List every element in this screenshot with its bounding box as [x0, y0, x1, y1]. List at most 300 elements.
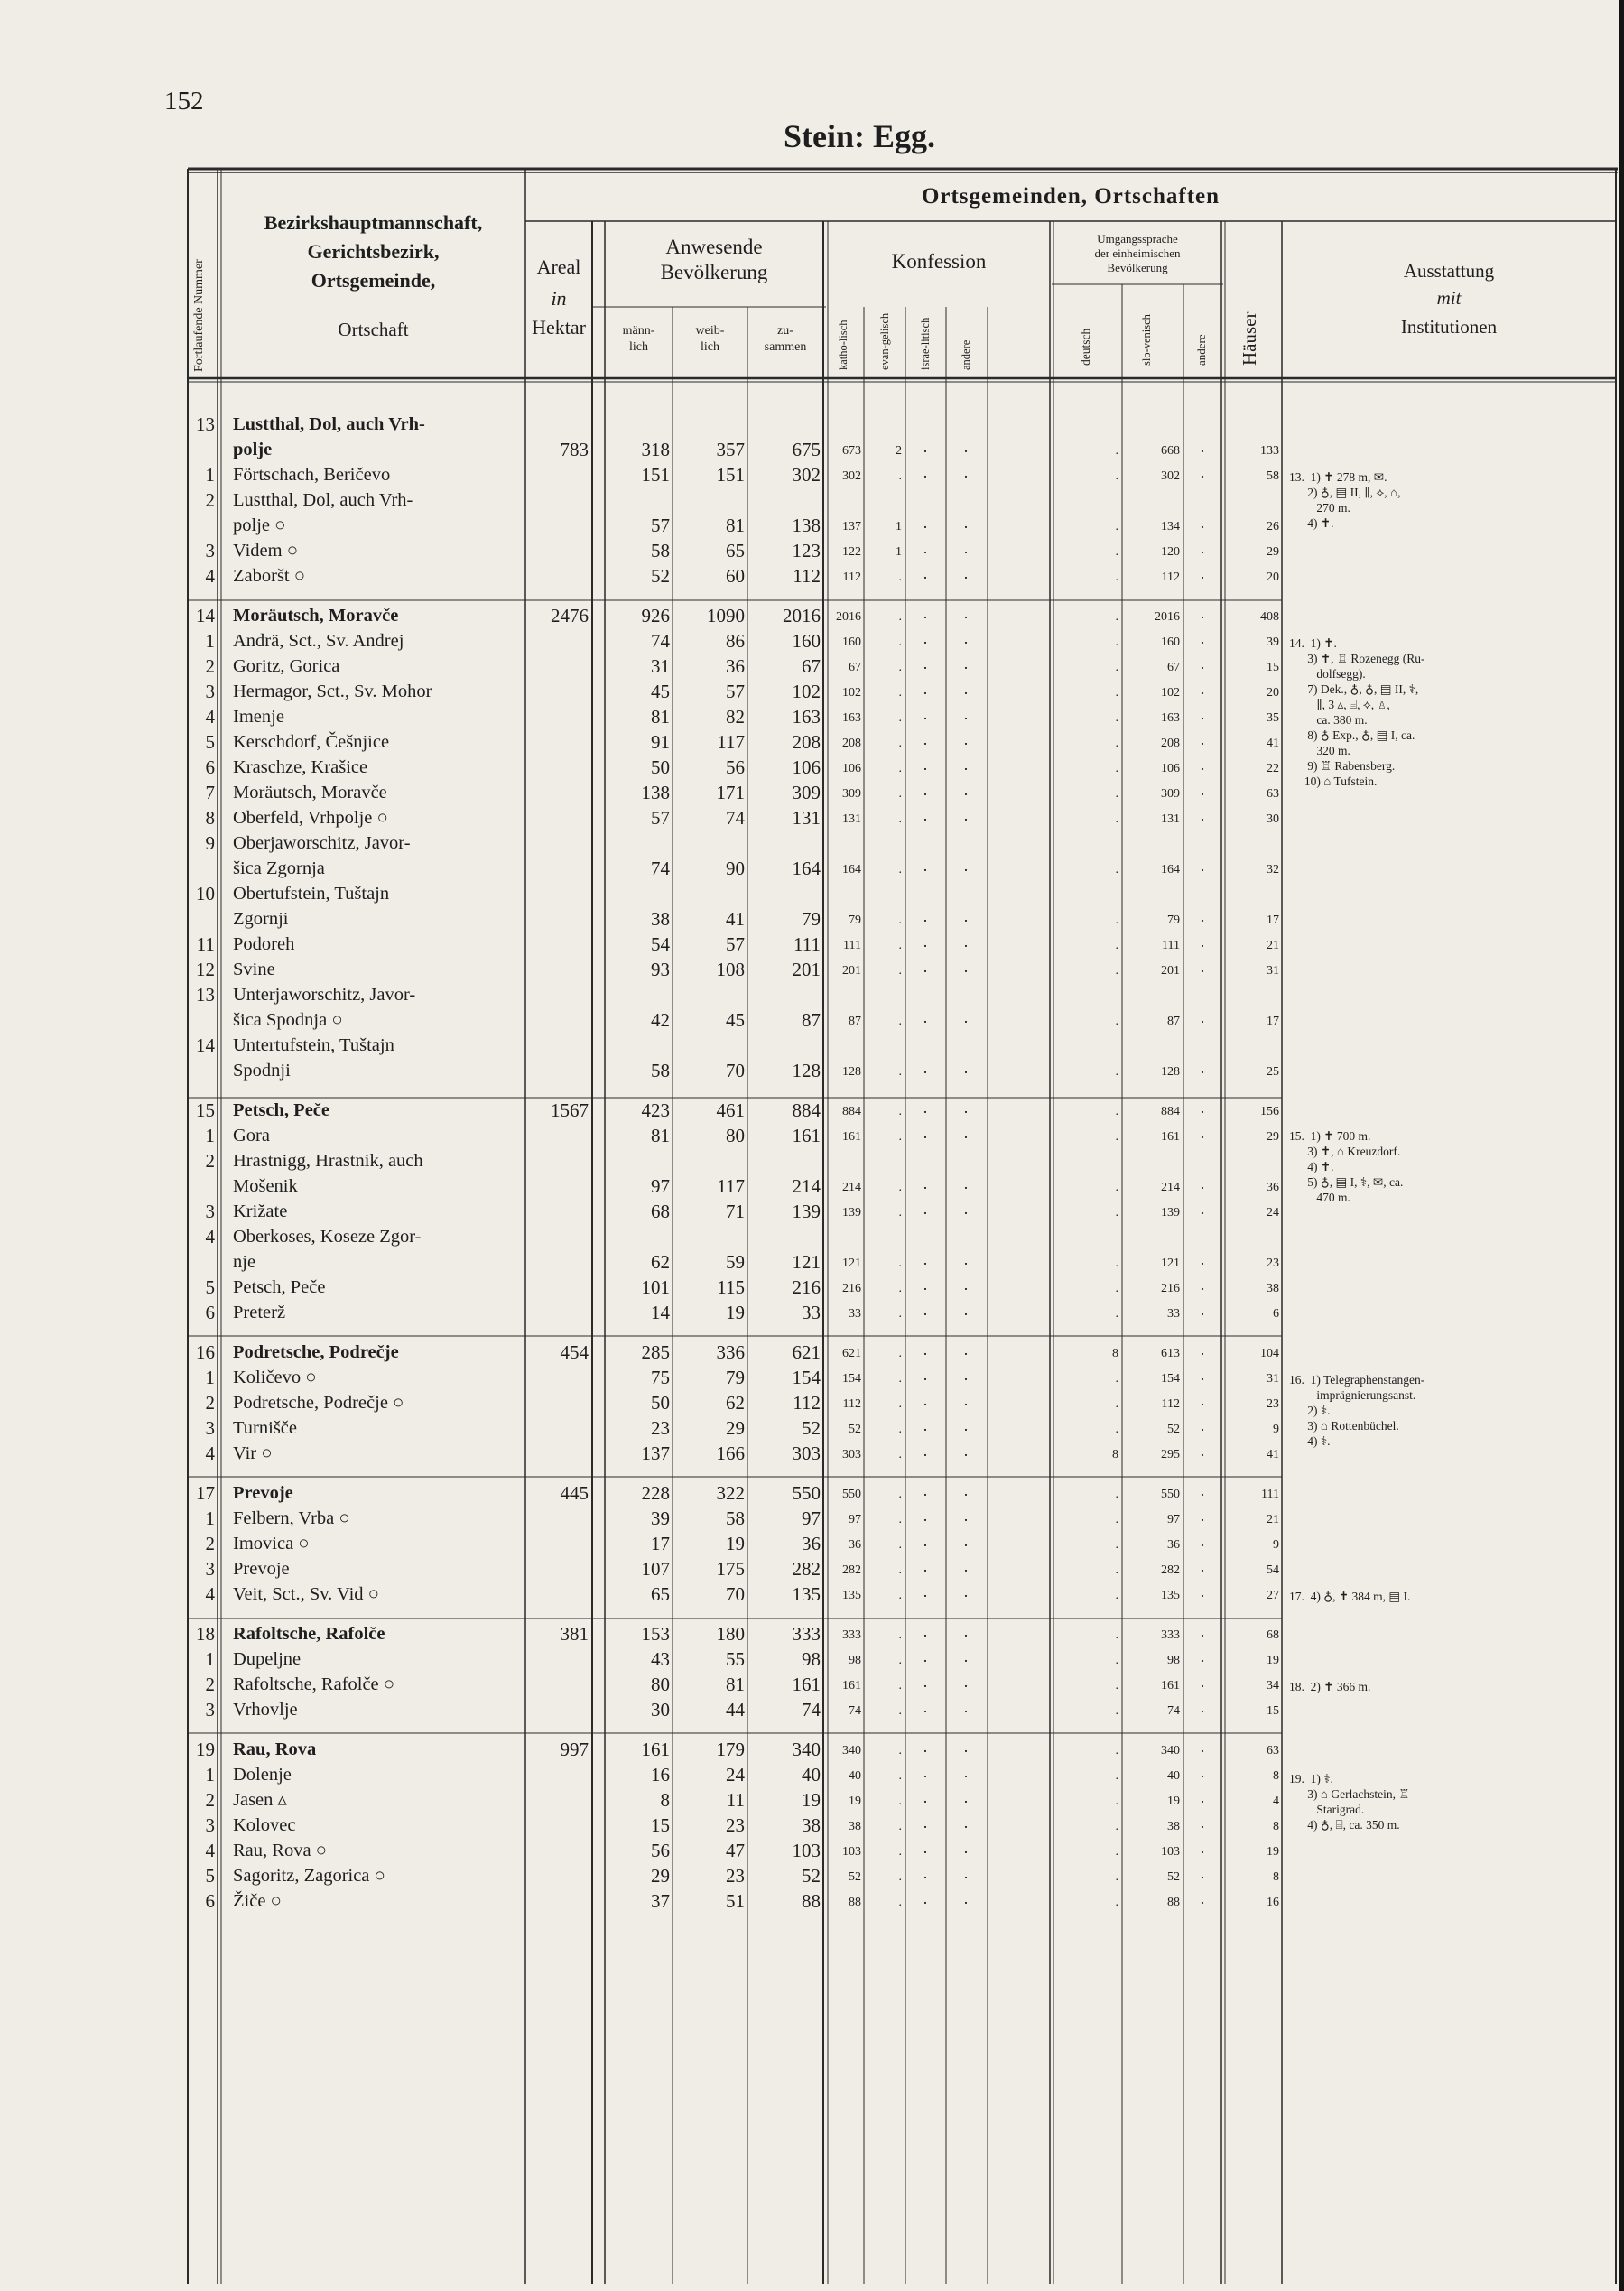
cell-nr: 1	[205, 1507, 215, 1529]
cell-nr: 19	[196, 1739, 215, 1760]
cell-z: 282	[792, 1558, 821, 1580]
cell-w: 80	[726, 1125, 745, 1146]
cell-ortschaft: Videm ○	[233, 541, 299, 561]
cell-and2: .	[1200, 1647, 1205, 1665]
cell-w: 115	[717, 1276, 745, 1298]
institution-note: 14. 1) ✝. 3) ✝, ♖ Rozenegg (Ru- dolfsegg). 7) Dek., ♁, ♁, ▤ II, ⚕, ∥, 3 ▵, ⌸, ⟡, ♙, ca. 380 m. 8) ♁ Exp., ♁, ▤ I, ca. 320 m. 9) ♖ Rabensberg. 10) ⌂ Tufstein.	[1289, 636, 1425, 788]
cell-nr: 4	[205, 1442, 215, 1464]
cell-w: 65	[726, 540, 745, 561]
cell-z: 139	[792, 1201, 821, 1222]
cell-slo: 103	[1161, 1845, 1180, 1859]
cell-isr: .	[923, 1099, 928, 1117]
cell-and2: .	[1200, 1174, 1205, 1192]
cell-kath: 302	[842, 469, 861, 483]
cell-z: 303	[792, 1442, 821, 1464]
cell-w: 117	[717, 1175, 745, 1197]
cell-w: 79	[726, 1367, 745, 1388]
cell-and: .	[963, 1507, 969, 1525]
cell-z: 201	[792, 959, 821, 980]
cell-areal: 1567	[551, 1099, 589, 1121]
cell-deu: .	[1115, 1795, 1118, 1808]
cell-deu: .	[1115, 1679, 1118, 1693]
cell-kath: 216	[842, 1282, 861, 1295]
cell-kath: 131	[842, 812, 861, 826]
cell-evang: .	[898, 1795, 902, 1808]
cell-kath: 2016	[836, 610, 861, 624]
cell-h: 31	[1267, 964, 1279, 978]
cell-m: 31	[651, 655, 670, 677]
cell-ortschaft: Förtschach, Beričevo	[233, 465, 391, 485]
cell-w: 71	[726, 1201, 745, 1222]
cell-w: 58	[726, 1507, 745, 1529]
cell-slo: 216	[1161, 1282, 1180, 1295]
cell-ortschaft: Andrä, Sct., Sv. Andrej	[233, 631, 404, 651]
cell-w: 86	[726, 630, 745, 652]
cell-ortschaft: Zaboršt ○	[233, 566, 306, 586]
cell-ortschaft: Obertufstein, Tuštajn	[233, 884, 390, 904]
cell-deu: .	[1115, 444, 1118, 458]
cell-slo: 38	[1167, 1820, 1180, 1833]
cell-w: 461	[716, 1099, 745, 1121]
cell-slo: 163	[1161, 711, 1180, 725]
cell-w: 51	[726, 1890, 745, 1912]
cell-kath: 550	[842, 1488, 861, 1501]
cell-and2: .	[1200, 1864, 1205, 1882]
cell-z: 340	[792, 1739, 821, 1760]
cell-and: .	[963, 1673, 969, 1691]
cell-and2: .	[1200, 1813, 1205, 1832]
header-anwesende-line2: Bevölkerung	[660, 261, 768, 283]
cell-nr: 1	[205, 464, 215, 486]
cell-w: 1090	[707, 605, 745, 626]
cell-nr: 5	[205, 1865, 215, 1887]
cell-z: 161	[792, 1125, 821, 1146]
cell-ortschaft: Lustthal, Dol, auch Vrh-	[233, 414, 425, 434]
cell-kath: 128	[842, 1065, 861, 1079]
cell-h: 31	[1267, 1372, 1279, 1386]
cell-w: 81	[726, 1674, 745, 1695]
cell-w: 47	[726, 1840, 745, 1861]
cell-and: .	[963, 781, 969, 799]
cell-h: 23	[1267, 1257, 1279, 1270]
cell-evang: .	[898, 1513, 902, 1526]
cell-deu: .	[1115, 545, 1118, 559]
cell-and: .	[963, 1250, 969, 1268]
cell-deu: .	[1115, 1870, 1118, 1884]
cell-slo: 106	[1161, 762, 1180, 775]
cell-h: 9	[1273, 1538, 1279, 1552]
cell-and2: .	[1200, 1366, 1205, 1384]
cell-evang: .	[898, 570, 902, 584]
cell-evang: .	[898, 1065, 902, 1079]
cell-kath: 164	[842, 863, 861, 877]
cell-isr: .	[923, 1442, 928, 1460]
cell-evang: .	[898, 1589, 902, 1602]
cell-z: 131	[792, 807, 821, 829]
cell-deu: .	[1115, 1820, 1118, 1833]
header-ausstattung-line3: Institutionen	[1400, 316, 1498, 338]
cell-w: 57	[726, 933, 745, 955]
cell-and2: .	[1200, 654, 1205, 672]
cell-ortschaft: Imenje	[233, 707, 284, 727]
cell-isr: .	[923, 705, 928, 723]
cell-slo: 120	[1161, 545, 1180, 559]
cell-deu: .	[1115, 787, 1118, 801]
cell-ortschaft: Vir ○	[233, 1443, 273, 1463]
header-umgangssprache-line2: der einheimischen	[1094, 246, 1181, 260]
cell-ortschaft: polje ○	[233, 515, 286, 535]
cell-slo: 333	[1161, 1628, 1180, 1642]
cell-z: 164	[792, 858, 821, 879]
cell-slo: 208	[1161, 737, 1180, 750]
cell-slo: 131	[1161, 812, 1180, 826]
cell-isr: .	[923, 1275, 928, 1294]
cell-nr: 13	[196, 413, 215, 435]
cell-w: 56	[726, 756, 745, 778]
cell-and2: .	[1200, 1738, 1205, 1756]
cell-evang: .	[898, 1820, 902, 1833]
cell-kath: 303	[842, 1448, 861, 1461]
cell-h: 63	[1267, 787, 1279, 801]
cell-slo: 154	[1161, 1372, 1180, 1386]
cell-and2: .	[1200, 1442, 1205, 1460]
cell-and: .	[963, 1647, 969, 1665]
cell-h: 23	[1267, 1397, 1279, 1411]
cell-nr: 3	[205, 1814, 215, 1836]
cell-evang: .	[898, 1538, 902, 1552]
cell-kath: 112	[842, 570, 861, 584]
cell-m: 318	[641, 439, 670, 460]
cell-h: 36	[1267, 1181, 1279, 1194]
cell-m: 57	[651, 515, 670, 536]
cell-and2: .	[1200, 1008, 1205, 1026]
cell-and2: .	[1200, 463, 1205, 481]
cell-h: 35	[1267, 711, 1279, 725]
cell-slo: 2016	[1155, 610, 1180, 624]
cell-evang: .	[898, 610, 902, 624]
cell-and: .	[963, 1366, 969, 1384]
cell-h: 133	[1260, 444, 1279, 458]
cell-w: 90	[726, 858, 745, 879]
cell-m: 58	[651, 1060, 670, 1081]
header-ausstattung-line2: mit	[1436, 287, 1462, 309]
cell-isr: .	[923, 1481, 928, 1499]
cell-m: 29	[651, 1865, 670, 1887]
cell-m: 161	[641, 1739, 670, 1760]
cell-m: 75	[651, 1367, 670, 1388]
cell-h: 104	[1260, 1347, 1279, 1360]
cell-evang: .	[898, 939, 902, 952]
cell-kath: 33	[849, 1307, 861, 1321]
cell-w: 57	[726, 681, 745, 702]
cell-nr: 2	[205, 655, 215, 677]
cell-kath: 884	[842, 1105, 861, 1118]
cell-ortschaft: Podoreh	[233, 934, 295, 954]
cell-nr: 10	[196, 883, 215, 904]
cell-w: 44	[726, 1699, 745, 1721]
cell-h: 38	[1267, 1282, 1279, 1295]
cell-deu: .	[1115, 1896, 1118, 1909]
cell-evang: .	[898, 1769, 902, 1783]
header-katholisch: katho-lisch	[837, 320, 849, 370]
cell-slo: 302	[1161, 469, 1180, 483]
cell-evang: .	[898, 863, 902, 877]
cell-ortschaft: Kraschze, Krašice	[233, 757, 368, 777]
cell-evang: .	[898, 635, 902, 649]
cell-and: .	[963, 1557, 969, 1575]
cell-nr: 13	[196, 984, 215, 1006]
cell-and: .	[963, 1582, 969, 1600]
cell-nr: 16	[196, 1341, 215, 1363]
cell-z: 52	[802, 1417, 821, 1439]
cell-deu: .	[1115, 1105, 1118, 1118]
cell-deu: .	[1115, 570, 1118, 584]
cell-and: .	[963, 1532, 969, 1550]
cell-h: 26	[1267, 520, 1279, 533]
cell-deu: .	[1115, 1372, 1118, 1386]
cell-isr: .	[923, 604, 928, 622]
cell-w: 62	[726, 1392, 745, 1414]
cell-kath: 121	[842, 1257, 861, 1270]
cell-ortschaft: Sagoritz, Zagorica ○	[233, 1866, 385, 1886]
header-haeuser: Häuser	[1239, 311, 1260, 366]
cell-slo: 98	[1167, 1654, 1180, 1667]
institution-note: 13. 1) ✝ 278 m, ✉. 2) ♁, ▤ II, ∥, ⟡, ⌂, 270 m. 4) ✝.	[1289, 470, 1401, 530]
cell-deu: 8	[1112, 1347, 1118, 1360]
cell-nr: 7	[205, 782, 215, 803]
cell-and: .	[963, 756, 969, 774]
cell-kath: 106	[842, 762, 861, 775]
cell-evang: .	[898, 1704, 902, 1718]
cell-slo: 884	[1161, 1105, 1180, 1118]
cell-z: 38	[802, 1814, 821, 1836]
cell-isr: .	[923, 781, 928, 799]
cell-evang: .	[898, 1845, 902, 1859]
cell-nr: 1	[205, 630, 215, 652]
cell-evang: .	[898, 711, 902, 725]
cell-slo: 112	[1161, 1397, 1180, 1411]
cell-and: .	[963, 730, 969, 748]
cell-kath: 208	[842, 737, 861, 750]
cell-nr: 3	[205, 540, 215, 561]
cell-h: 156	[1260, 1105, 1279, 1118]
cell-m: 43	[651, 1648, 670, 1670]
cell-isr: .	[923, 1008, 928, 1026]
cell-ortschaft: Rafoltsche, Rafolče ○	[233, 1674, 395, 1694]
cell-w: 41	[726, 908, 745, 930]
cell-ortschaft: Kolovec	[233, 1815, 296, 1835]
cell-and2: .	[1200, 1416, 1205, 1434]
cell-and: .	[963, 1763, 969, 1781]
cell-nr: 2	[205, 1392, 215, 1414]
cell-ortschaft: Veit, Sct., Sv. Vid ○	[233, 1584, 380, 1604]
cell-deu: .	[1115, 1538, 1118, 1552]
cell-deu: .	[1115, 812, 1118, 826]
cell-nr: 3	[205, 1417, 215, 1439]
cell-kath: 52	[849, 1870, 861, 1884]
cell-and2: .	[1200, 1622, 1205, 1640]
cell-deu: .	[1115, 1257, 1118, 1270]
cell-deu: .	[1115, 661, 1118, 674]
cell-w: 175	[716, 1558, 745, 1580]
cell-ortschaft: Moräutsch, Moravče	[233, 783, 387, 802]
cell-h: 29	[1267, 545, 1279, 559]
cell-ortschaft: Jasen ▵	[233, 1790, 287, 1810]
cell-ortschaft: Mošenik	[233, 1176, 298, 1196]
cell-ortschaft: Prevoje	[233, 1483, 293, 1503]
cell-isr: .	[923, 857, 928, 875]
cell-m: 50	[651, 1392, 670, 1414]
cell-deu: .	[1115, 1654, 1118, 1667]
cell-kath: 19	[849, 1795, 861, 1808]
cell-ortschaft: Rau, Rova ○	[233, 1841, 328, 1860]
cell-z: 67	[802, 655, 821, 677]
cell-and: .	[963, 1174, 969, 1192]
cell-isr: .	[923, 1366, 928, 1384]
cell-h: 408	[1260, 610, 1279, 624]
institution-note: 16. 1) Telegraphenstangen- imprägnierungsanst. 2) ⚕. 3) ⌂ Rottenbüchel. 4) ⚕.	[1289, 1373, 1425, 1448]
cell-isr: .	[923, 463, 928, 481]
cell-and2: .	[1200, 604, 1205, 622]
cell-evang: .	[898, 737, 902, 750]
cell-z: 160	[792, 630, 821, 652]
cell-evang: .	[898, 1307, 902, 1321]
cell-h: 63	[1267, 1744, 1279, 1758]
cell-and2: .	[1200, 629, 1205, 647]
cell-kath: 97	[849, 1513, 861, 1526]
cell-areal: 997	[560, 1739, 589, 1760]
cell-and: .	[963, 680, 969, 698]
cell-nr: 11	[196, 933, 215, 955]
cell-deu: .	[1115, 1563, 1118, 1577]
cell-z: 128	[792, 1060, 821, 1081]
cell-and: .	[963, 1008, 969, 1026]
cell-nr: 1	[205, 1367, 215, 1388]
cell-isr: .	[923, 1301, 928, 1319]
cell-slo: 139	[1161, 1206, 1180, 1220]
cell-m: 58	[651, 540, 670, 561]
cell-slo: 121	[1161, 1257, 1180, 1270]
cell-evang: .	[898, 1488, 902, 1501]
cell-isr: .	[923, 806, 928, 824]
cell-and: .	[963, 1340, 969, 1359]
header-ortsgemeinden: Ortsgemeinden, Ortschaften	[921, 184, 1220, 209]
cell-areal: 445	[560, 1482, 589, 1504]
cell-deu: .	[1115, 1181, 1118, 1194]
header-umgangssprache-line3: Bevölkerung	[1107, 261, 1168, 274]
cell-z: 135	[792, 1583, 821, 1605]
cell-h: 22	[1267, 762, 1279, 775]
cell-and: .	[963, 539, 969, 557]
cell-ortschaft: Untertufstein, Tuštajn	[233, 1035, 394, 1055]
cell-evang: .	[898, 1423, 902, 1436]
cell-and: .	[963, 1788, 969, 1806]
cell-w: 357	[716, 439, 745, 460]
cell-evang: 1	[896, 545, 902, 559]
cell-and: .	[963, 654, 969, 672]
cell-h: 54	[1267, 1563, 1279, 1577]
cell-ortschaft: Dupeljne	[233, 1649, 302, 1669]
cell-deu: 8	[1112, 1448, 1118, 1461]
header-bezirk-line3: Ortsgemeinde,	[311, 269, 436, 292]
cell-isr: .	[923, 730, 928, 748]
cell-and2: .	[1200, 438, 1205, 456]
cell-areal: 783	[560, 439, 589, 460]
cell-and2: .	[1200, 730, 1205, 748]
cell-nr: 12	[196, 959, 215, 980]
cell-and2: .	[1200, 1673, 1205, 1691]
cell-m: 81	[651, 706, 670, 728]
cell-h: 25	[1267, 1065, 1279, 1079]
cell-kath: 161	[842, 1130, 861, 1144]
cell-z: 88	[802, 1890, 821, 1912]
cell-m: 16	[651, 1764, 670, 1785]
cell-kath: 333	[842, 1628, 861, 1642]
cell-isr: .	[923, 680, 928, 698]
cell-and: .	[963, 1698, 969, 1716]
cell-m: 81	[651, 1125, 670, 1146]
cell-z: 106	[792, 756, 821, 778]
cell-deu: .	[1115, 1704, 1118, 1718]
cell-h: 19	[1267, 1845, 1279, 1859]
cell-h: 21	[1267, 1513, 1279, 1526]
cell-kath: 137	[842, 520, 861, 533]
cell-kath: 40	[849, 1769, 861, 1783]
cell-deu: .	[1115, 1488, 1118, 1501]
cell-w: 70	[726, 1583, 745, 1605]
cell-ortschaft: Unterjaworschitz, Javor-	[233, 985, 416, 1005]
cell-isr: .	[923, 1532, 928, 1550]
cell-kath: 621	[842, 1347, 861, 1360]
cell-h: 15	[1267, 661, 1279, 674]
cell-isr: .	[923, 1059, 928, 1077]
cell-slo: 613	[1161, 1347, 1180, 1360]
cell-ortschaft: Turnišče	[233, 1418, 297, 1438]
cell-deu: .	[1115, 863, 1118, 877]
cell-and2: .	[1200, 857, 1205, 875]
cell-isr: .	[923, 1174, 928, 1192]
cell-nr: 3	[205, 1201, 215, 1222]
cell-slo: 201	[1161, 964, 1180, 978]
cell-and2: .	[1200, 1250, 1205, 1268]
institution-note: 17. 4) ♁, ✝ 384 m, ▤ I.	[1289, 1590, 1411, 1603]
cell-w: 322	[716, 1482, 745, 1504]
cell-z: 74	[802, 1699, 821, 1721]
cell-m: 91	[651, 731, 670, 753]
cell-z: 214	[792, 1175, 821, 1197]
cell-ortschaft: Hermagor, Sct., Sv. Mohor	[233, 682, 432, 701]
cell-and: .	[963, 514, 969, 532]
cell-kath: 340	[842, 1744, 861, 1758]
header-israelitisch: israe-litisch	[919, 317, 932, 370]
cell-w: 70	[726, 1060, 745, 1081]
cell-z: 154	[792, 1367, 821, 1388]
cell-kath: 102	[842, 686, 861, 700]
cell-w: 23	[726, 1865, 745, 1887]
cell-z: 884	[792, 1099, 821, 1121]
cell-and2: .	[1200, 514, 1205, 532]
cell-and2: .	[1200, 1124, 1205, 1142]
cell-w: 81	[726, 515, 745, 536]
cell-z: 309	[792, 782, 821, 803]
header-fortlaufende-nummer: Fortlaufende Nummer	[192, 259, 206, 372]
cell-z: 161	[792, 1674, 821, 1695]
cell-evang: .	[898, 1257, 902, 1270]
cell-nr: 3	[205, 1699, 215, 1721]
cell-and2: .	[1200, 1275, 1205, 1294]
cell-z: 111	[793, 933, 821, 955]
cell-m: 38	[651, 908, 670, 930]
